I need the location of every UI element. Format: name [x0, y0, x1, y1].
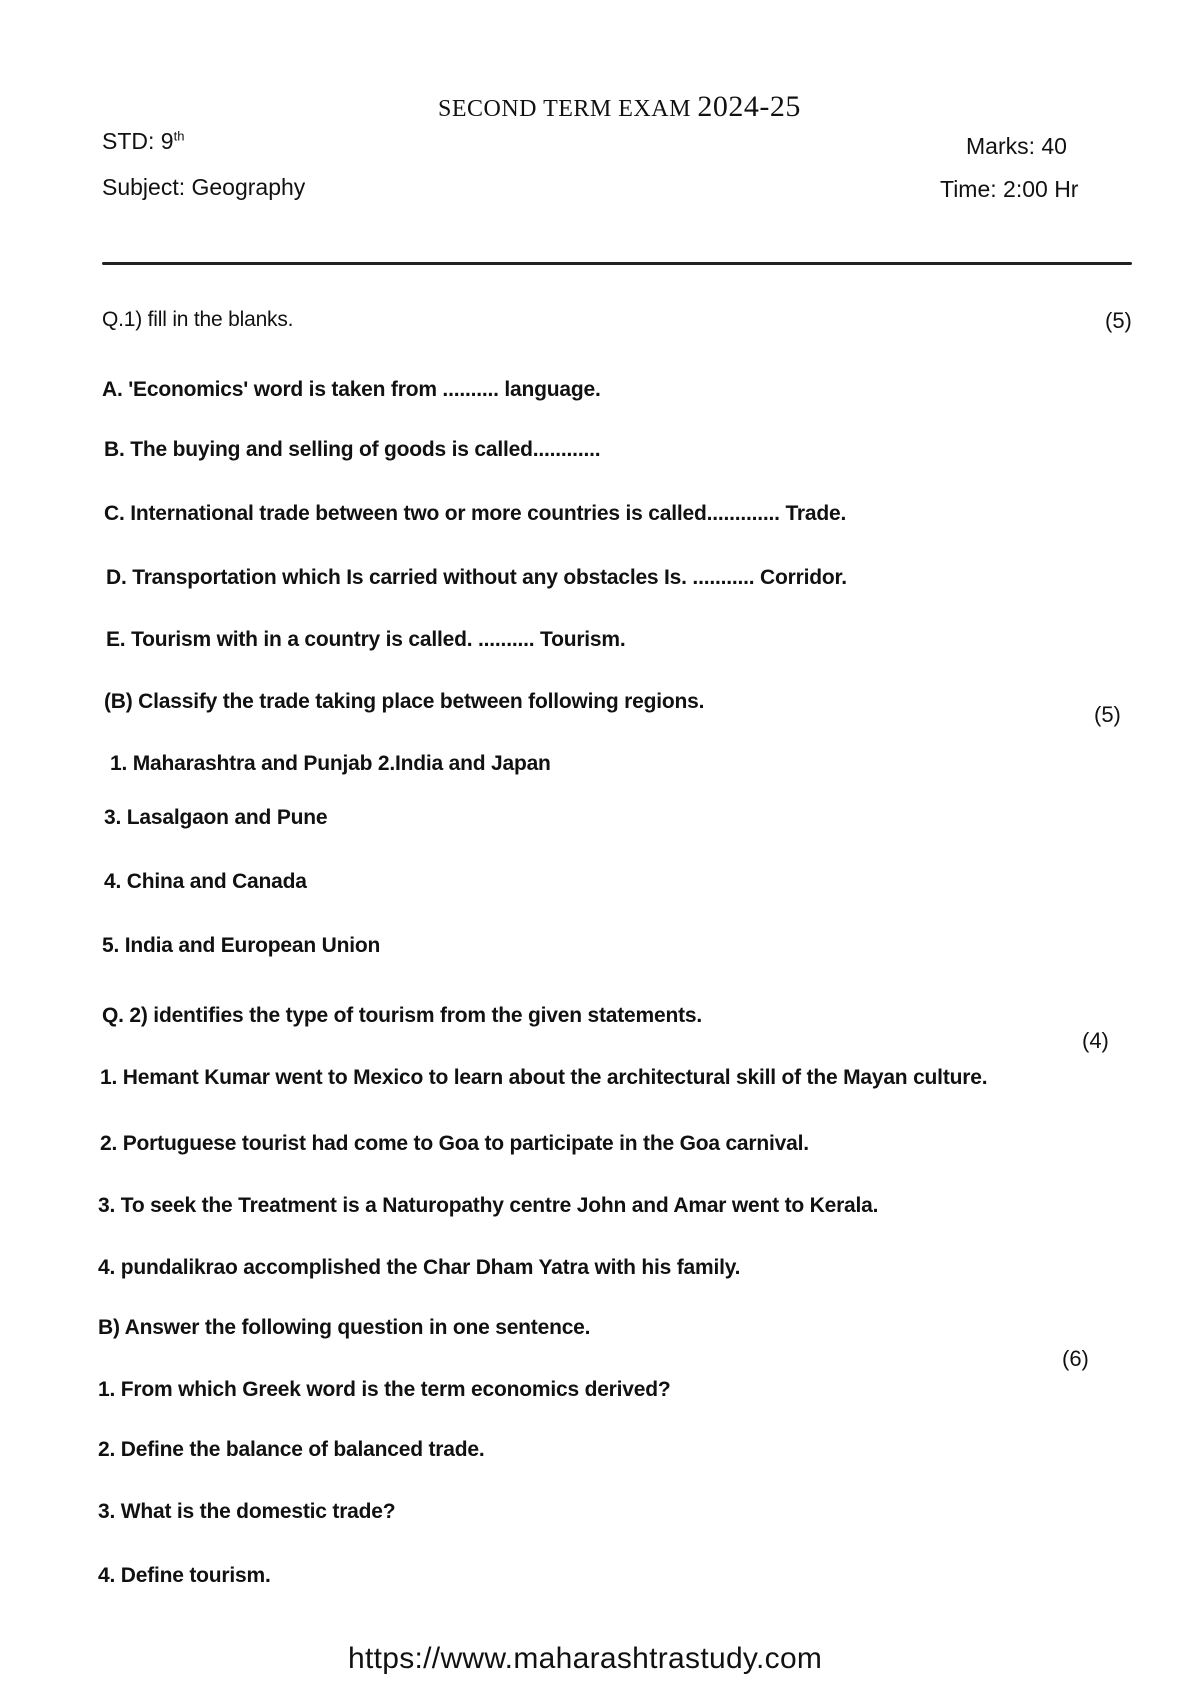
q1-heading: Q.1) fill in the blanks. [102, 308, 294, 331]
q1b-item-2: 3. Lasalgaon and Pune [104, 806, 328, 829]
q1b-item-3: 4. China and Canada [104, 870, 307, 893]
q1b-marks: (5) [1094, 702, 1121, 727]
q1b-heading: (B) Classify the trade taking place between following regions. [104, 690, 705, 713]
q2-heading: Q. 2) identifies the type of tourism from the given statements. [102, 1004, 702, 1027]
q2-item-4: 4. pundalikrao accomplished the Char Dham Yatra with his family. [98, 1256, 741, 1279]
q1-item-a: A. 'Economics' word is taken from .......... language. [102, 378, 601, 401]
std-label [102, 128, 184, 155]
exam-title [438, 90, 801, 124]
subject-label: Subject: Geography [102, 174, 306, 200]
q1-item-c: C. International trade between two or more countries is called............. Trade. [104, 502, 847, 525]
header-divider [102, 262, 1132, 265]
std-superscript: th [173, 128, 185, 144]
q2-item-1: 1. Hemant Kumar went to Mexico to learn about the architectural skill of the Mayan culture. [100, 1066, 988, 1089]
footer-url-link[interactable]: https://www.maharashtrastudy.com [348, 1642, 823, 1675]
q2b-heading: B) Answer the following question in one sentence. [98, 1316, 591, 1339]
q1b-item-1: 1. Maharashtra and Punjab 2.India and Japan [110, 752, 551, 775]
q1-marks: (5) [1105, 308, 1132, 333]
q1-item-d: D. Transportation which Is carried without any obstacles Is. ........... Corridor. [106, 566, 847, 589]
q1-item-e: E. Tourism with in a country is called. .......... Tourism. [106, 628, 626, 651]
q2-item-3: 3. To seek the Treatment is a Naturopathy centre John and Amar went to Kerala. [98, 1194, 879, 1217]
q2b-item-1: 1. From which Greek word is the term economics derived? [98, 1378, 671, 1401]
marks-label: Marks: 40 [966, 133, 1067, 159]
q2-marks: (4) [1082, 1028, 1109, 1053]
q2b-item-4: 4. Define tourism. [98, 1564, 271, 1587]
q1b-item-4: 5. India and European Union [102, 934, 381, 957]
q2b-item-3: 3. What is the domestic trade? [98, 1500, 396, 1523]
q2b-item-2: 2. Define the balance of balanced trade. [98, 1438, 485, 1461]
q2-item-2: 2. Portuguese tourist had come to Goa to participate in the Goa carnival. [100, 1132, 809, 1155]
q2b-marks: (6) [1062, 1346, 1089, 1371]
exam-year: 2024-25 [697, 90, 801, 123]
time-label: Time: 2:00 Hr [940, 176, 1079, 202]
std-text: STD: 9 [102, 128, 174, 154]
exam-title-text: SECOND TERM EXAM [438, 96, 691, 122]
q1-item-b: B. The buying and selling of goods is called............ [104, 438, 601, 461]
